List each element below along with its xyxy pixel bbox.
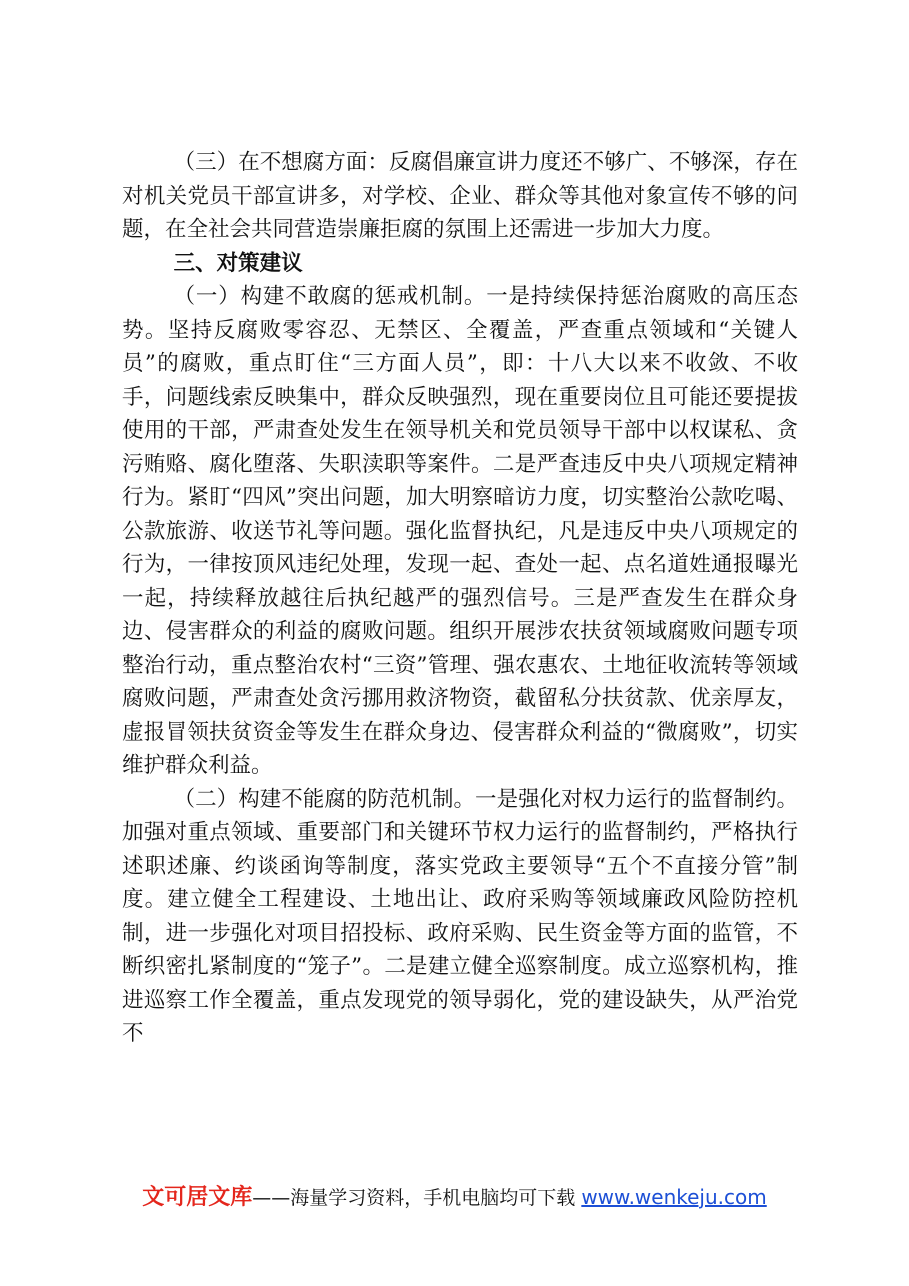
- footer-banner: [0, 1183, 909, 1212]
- paragraph-punishment-mechanism: （一）构建不敢腐的惩戒机制。一是持续保持惩治腐败的高压态势。坚持反腐败零容忍、无禁区、全覆盖，严查重点领域和“关键人员”的腐败，重点盯住“三方面人员”，即：十八大以来不收敛、不收手，问题线索反映集中，群众反映强烈，现在重要岗位且可能还要提拔使用的干部，严肃查处发生在领导机关和党员领导干部中以权谋私、贪污贿赂、腐化堕落、失职渎职等案件。二是严查违反中央八项规定精神行为。紧盯“四风”突出问题，加大明察暗访力度，切实整治公款吃喝、公款旅游、收送节礼等问题。强化监督执纪，凡是违反中央八项规定的行为，一律按顶风违纪处理，发现一起、查处一起、点名道姓通报曝光一起，持续释放越往后执纪越严的强烈信号。三是严查发生在群众身边、侵害群众的利益的腐败问题。组织开展涉农扶贫领域腐败问题专项整治行动，重点整治农村“三资”管理、强农惠农、土地征收流转等领域腐败问题，严肃查处贪污挪用救济物资，截留私分扶贫款、优亲厚友，虚报冒领扶贫资金等发生在群众身边、侵害群众利益的“微腐败”，切实维护群众利益。: [122, 284, 798, 778]
- paragraph-prevention-mechanism: （二）构建不能腐的防范机制。一是强化对权力运行的监督制约。加强对重点领域、重要部门和关键环节权力运行的监督制约，严格执行述职述廉、约谈函询等制度，落实党政主要领导“五个不直接分管”制度。建立健全工程建设、土地出让、政府采购等领域廉政风险防控机制，进一步强化对项目招投标、政府采购、民生资金等方面的监管，不断织密扎紧制度的“笼子”。二是建立健全巡察制度。成立巡察机构，推进巡察工作全覆盖，重点发现党的领导弱化，党的建设缺失，从严治党不: [122, 786, 798, 1046]
- footer-brand: 文可居文库: [142, 1185, 253, 1210]
- section-heading: 三、对策建议: [173, 250, 303, 276]
- paragraph-weak-prevention: （三）在不想腐方面：反腐倡廉宣讲力度还不够广、不够深，存在对机关党员干部宣讲多，对学校、企业、群众等其他对象宣传不够的问题，在全社会共同营造崇廉拒腐的氛围上还需进一步加大力度。: [122, 150, 798, 242]
- footer-website-link[interactable]: www.wenkeju.com: [581, 1185, 767, 1209]
- document-body: [122, 146, 798, 1051]
- footer-tagline: ——海量学习资料，手机电脑均可下载: [252, 1187, 576, 1209]
